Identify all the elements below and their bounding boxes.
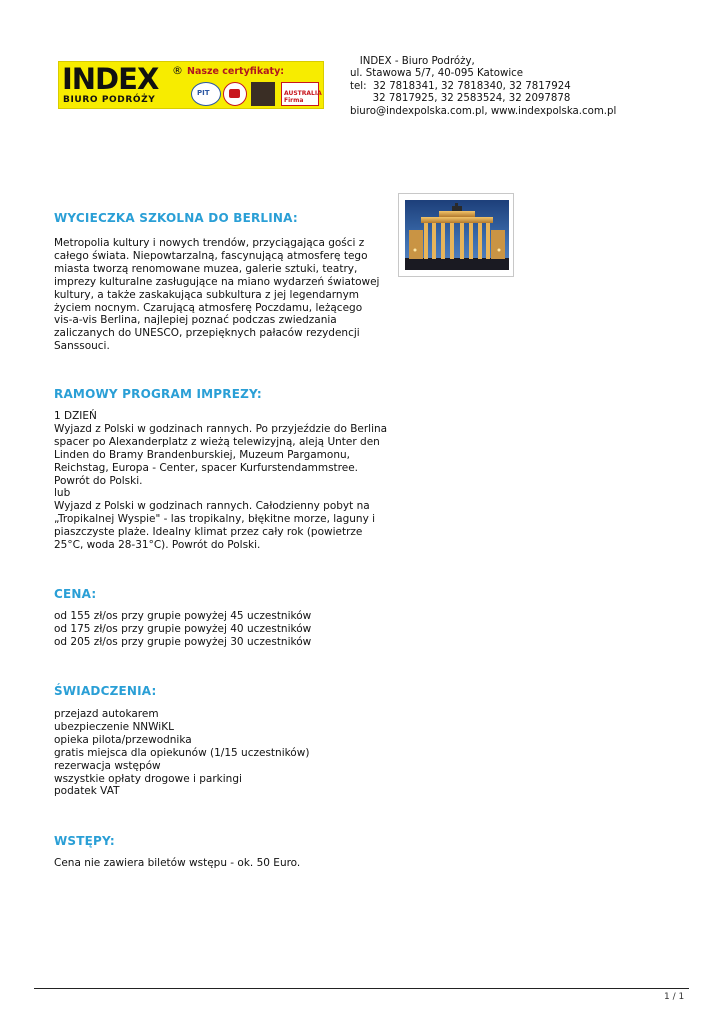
intro-line: kultury, a także zaskakująca subkultura z jej legendarnym	[54, 288, 360, 301]
company-address-line: ul. Stawowa 5/7, 40-095 Katowice	[350, 68, 524, 80]
price-item: od 175 zł/os przy grupie powyżej 40 uczestników	[54, 622, 312, 635]
program-line: piaszczyste plaże. Idealny klimat przez cały rok (powietrze	[54, 526, 363, 539]
intro-line: całego świata. Niepowtarzalną, fascynującą atmosferę tego	[54, 249, 368, 262]
program-line: 1 DZIEŃ	[54, 410, 97, 422]
intro-paragraph	[54, 237, 394, 353]
service-item: opieka pilota/przewodnika	[54, 733, 192, 746]
pit-certificate-badge-icon: PIT	[191, 82, 221, 106]
entries-item: Cena nie zawiera biletów wstępu - ok. 50 Euro.	[54, 857, 301, 869]
page-number: 1 / 1	[664, 992, 685, 1002]
intro-line: miasta tworzą renomowane muzea, galerie sztuki, teatry,	[54, 262, 358, 275]
logo-subtitle: BIURO PODRÓŻY	[63, 95, 156, 105]
entries-section	[54, 834, 394, 870]
gazele-certificate-badge-icon: AUSTRALIA Firma	[281, 82, 319, 106]
intro-section	[54, 211, 394, 353]
company-email-web-line: biuro@indexpolska.com.pl, www.indexpolska.com.pl	[350, 105, 617, 117]
service-item: rezerwacja wstępów	[54, 759, 161, 772]
award-certificate-badge-icon	[251, 82, 275, 106]
intro-line: Sanssouci.	[54, 340, 110, 353]
service-item: gratis miejsca dla opiekunów (1/15 uczestników)	[54, 746, 310, 759]
program-line: Linden do Bramy Brandenburskiej, Muzeum Pargamonu,	[54, 448, 350, 461]
program-heading: RAMOWY PROGRAM IMPREZY:	[54, 387, 262, 401]
service-item: przejazd autokarem	[54, 708, 159, 720]
services-section	[54, 684, 394, 798]
company-phone-line-1: tel: 32 7818341, 32 7818340, 32 7817924	[350, 80, 571, 92]
intro-line: Metropolia kultury i nowych trendów, przyciągająca gości z	[54, 237, 365, 249]
company-contact-block	[350, 56, 616, 118]
services-heading: ŚWIADCZENIA:	[54, 684, 157, 698]
logo-registered-mark: ®	[172, 64, 183, 77]
service-item: ubezpieczenie NNWiKL	[54, 720, 174, 733]
entries-list	[54, 857, 394, 870]
intro-heading: WYCIECZKA SZKOLNA DO BERLINA:	[54, 211, 298, 225]
brandenburg-gate-photo	[405, 200, 509, 270]
certificates-title: Nasze certyfikaty:	[187, 66, 285, 77]
program-line: Wyjazd z Polski w godzinach rannych. Po przyjeździe do Berlina	[54, 422, 388, 435]
entries-heading: WSTĘPY:	[54, 834, 115, 848]
price-section	[54, 587, 394, 649]
intro-line: imprezy kulturalne zasługujące na miano wydarzeń światowej	[54, 275, 380, 288]
program-paragraph	[54, 410, 394, 552]
service-item: podatek VAT	[54, 785, 120, 798]
program-line: 25°C, woda 28-31°C). Powrót do Polski.	[54, 539, 261, 552]
program-line: Wyjazd z Polski w godzinach rannych. Całodzienny pobyt na	[54, 500, 370, 513]
company-name-line: INDEX - Biuro Podróży,	[350, 56, 475, 67]
program-line: Reichstag, Europa - Center, spacer Kurfurstendammstree.	[54, 461, 359, 474]
price-item: od 205 zł/os przy grupie powyżej 30 uczestników	[54, 635, 312, 648]
polish-certificate-badge-icon	[223, 82, 247, 106]
program-section	[54, 387, 394, 552]
price-heading: CENA:	[54, 587, 97, 601]
company-phone-line-2: 32 7817925, 32 2583524, 32 2097878	[350, 93, 571, 105]
program-line: lub	[54, 487, 71, 500]
program-line: Powrót do Polski.	[54, 474, 143, 487]
intro-line: zaliczanych do UNESCO, przepięknych pałaców rezydencji	[54, 327, 360, 340]
services-list	[54, 708, 394, 798]
program-line: spacer po Alexanderplatz z wieżą telewizyjną, aleją Unter den	[54, 435, 380, 448]
brandenburg-gate-photo-frame	[398, 193, 514, 277]
intro-line: vis-a-vis Berlina, najlepiej poznać podczas zwiedzania	[54, 314, 337, 327]
price-item: od 155 zł/os przy grupie powyżej 45 uczestników	[54, 610, 312, 622]
price-list	[54, 610, 394, 649]
company-logo-banner	[58, 61, 324, 109]
program-line: „Tropikalnej Wyspie" - las tropikalny, błękitne morze, laguny i	[54, 513, 376, 526]
intro-line: życiem nocnym. Czarującą atmosferę Poczdamu, leżącego	[54, 301, 363, 314]
footer-divider	[34, 988, 689, 989]
logo-wordmark: INDEX	[62, 62, 159, 96]
service-item: wszystkie opłaty drogowe i parkingi	[54, 772, 242, 785]
